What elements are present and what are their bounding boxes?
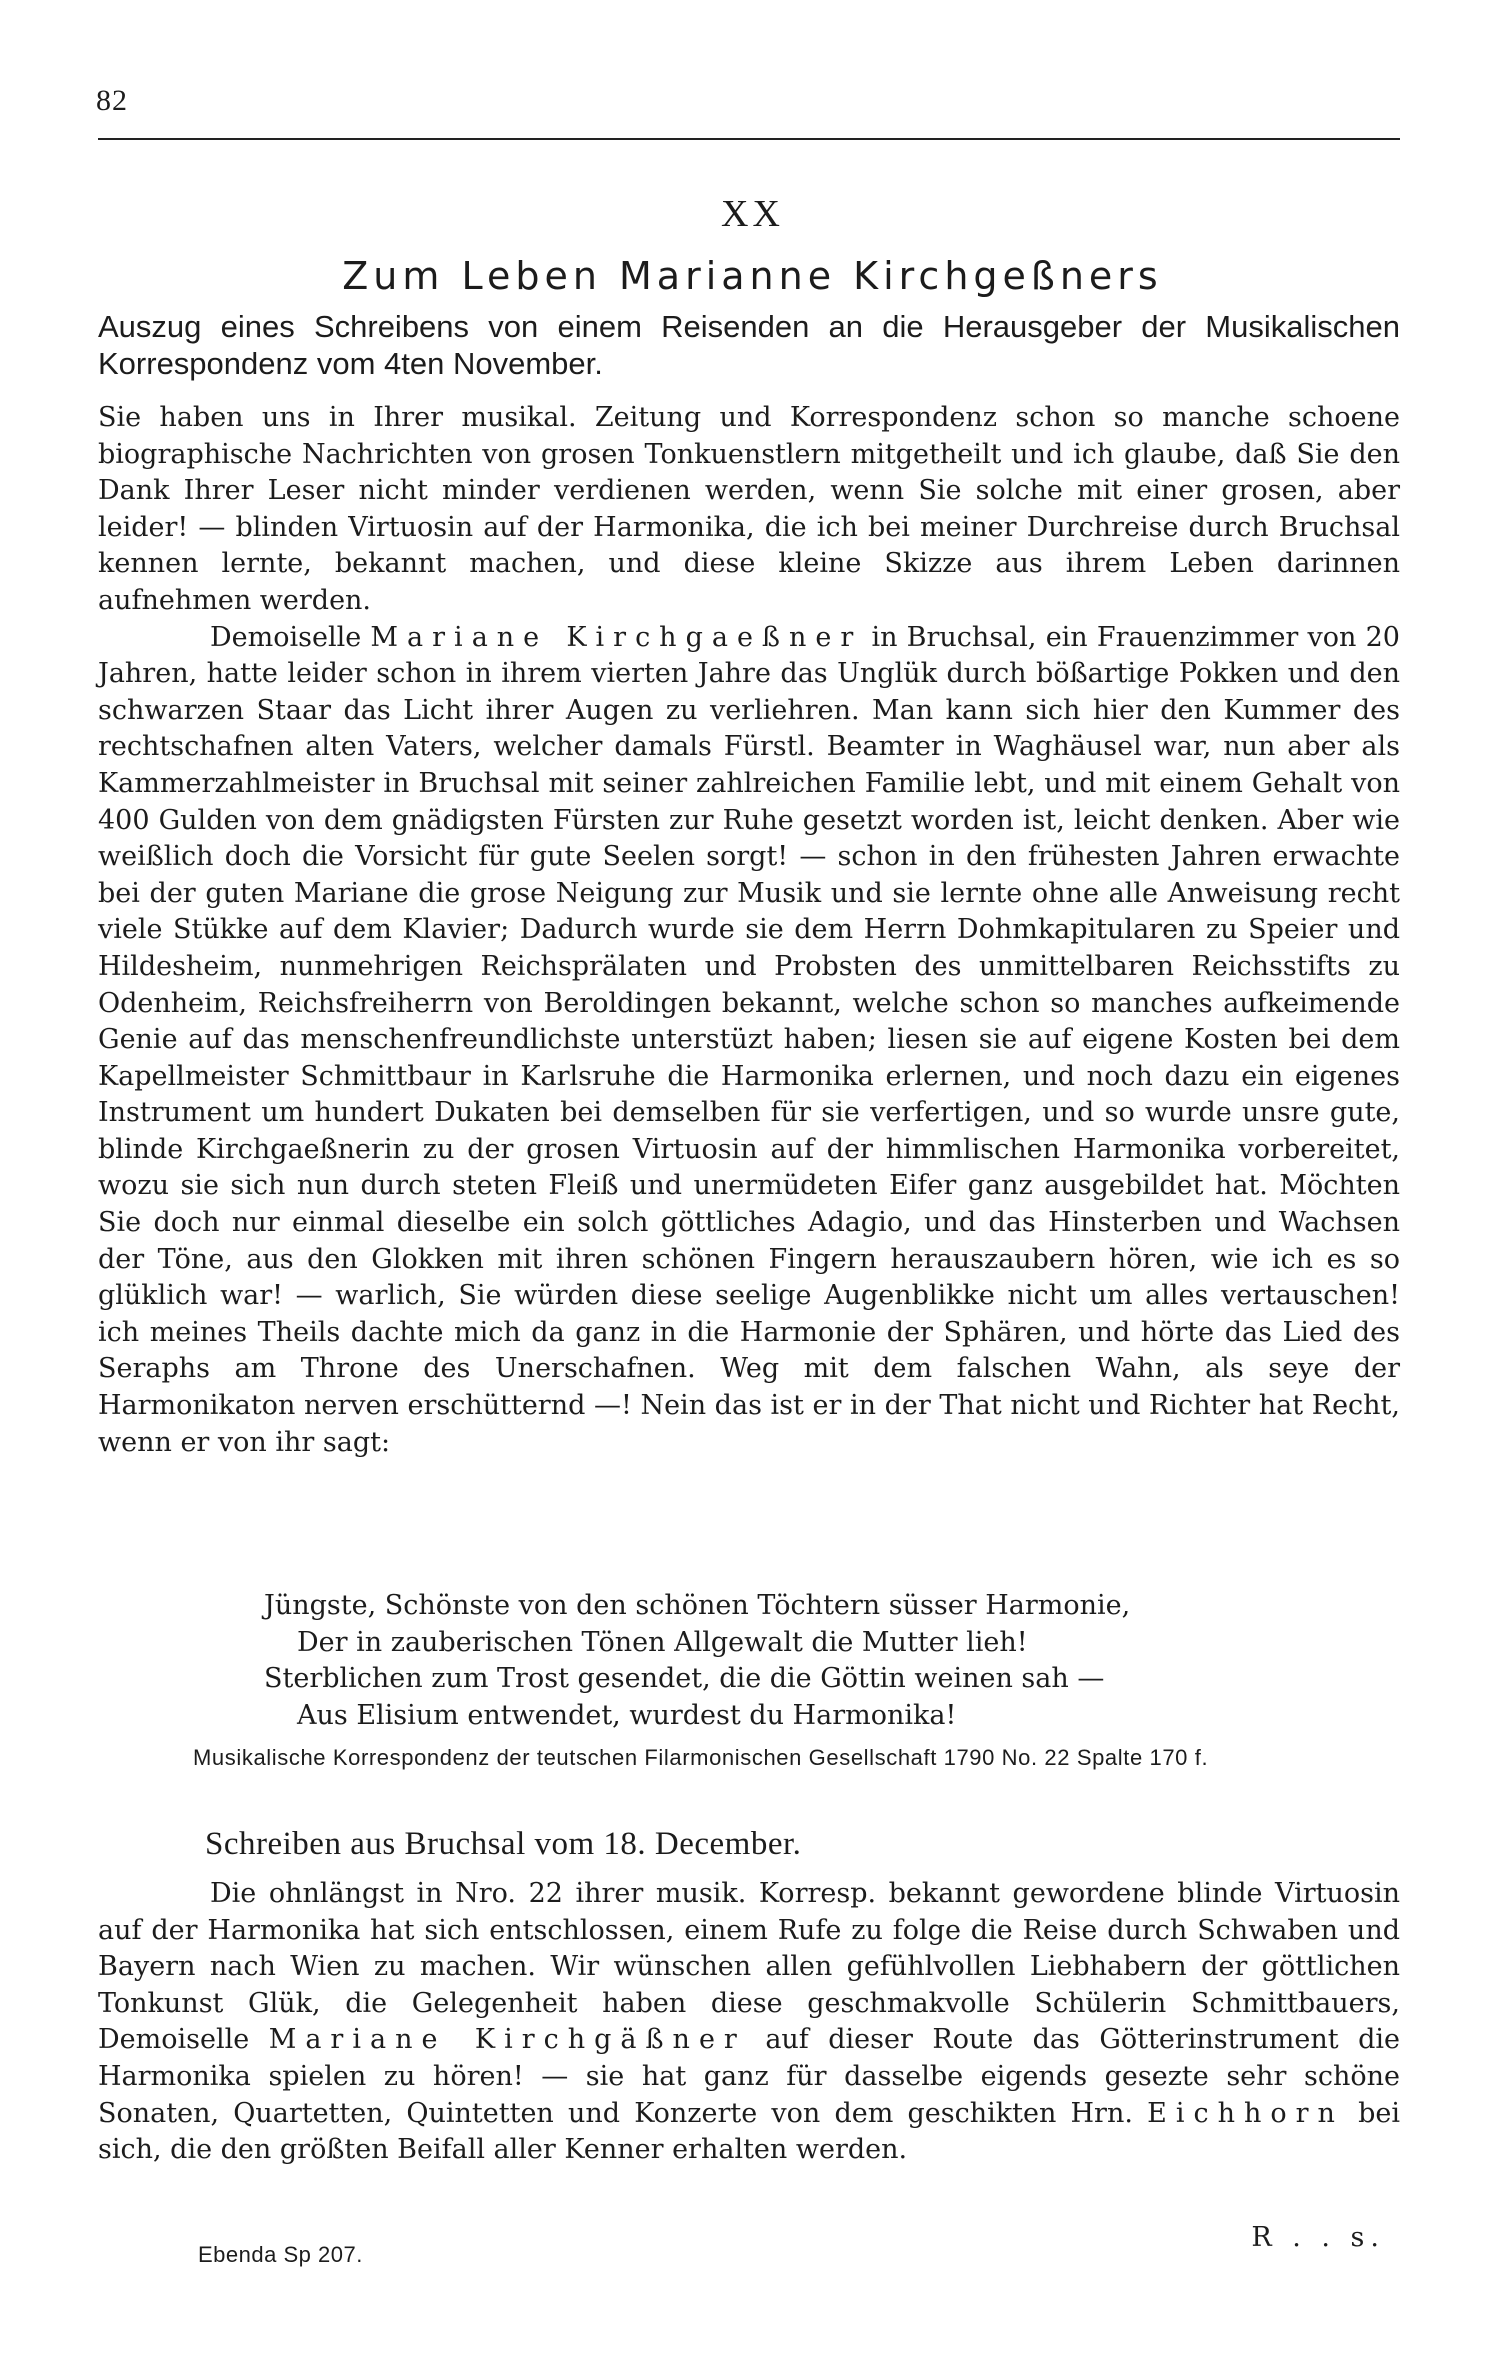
letter-one-salutation: Demoiselle (210, 621, 362, 653)
letter-two-composer: Eichhorn (1147, 2097, 1344, 2129)
letter-two-middle: auf dieser Route das Götterinstrument die Harmonika spielen zu hören! — sie hat ganz für dasselbe eigends gesezte sehr schöne Sonaten, Quartetten, Quintetten und Konzerte von dem geschikten Hrn. (98, 2024, 1400, 2129)
citation-one (98, 1744, 1400, 1771)
letter-two-closing: bei sich, die den größten Beifall aller Kenner erhalten werden. (98, 2097, 1400, 2166)
letter-one-intro: Sie haben uns in Ihrer musikal. Zeitung und Korrespondenz schon so manche schoene biographische Nachrichten von grosen Tonkuenstlern mitgetheilt und ich glaube, daß Sie den Dank Ihrer Leser nicht minder verdienen werden, wenn Sie solche mit einer grosen, aber leider! — blinden Virtuosin auf der Harmonika, die ich bei meiner Durchreise durch Bruchsal kennen lernte, bekannt machen, und diese kleine Skizze aus ihrem Leben darinnen aufnehmen werden. (98, 402, 1400, 616)
letter-one-name: Mariane Kirchgaeßner (370, 621, 863, 653)
section-two-title: Schreiben aus Bruchsal vom 18. December. (205, 1826, 802, 1862)
poem (264, 1588, 1130, 1734)
letter-two-paragraph (98, 1876, 1400, 2169)
citation-one-text: Musikalische Korrespondenz der teutschen Filarmonischen Gesellschaft 1790 No. 22 Spalte 170 f. (193, 1745, 1209, 1770)
poem-line: Aus Elisium entwendet, wurdest du Harmonika! (297, 1699, 957, 1731)
page-number: 82 (96, 84, 128, 117)
letter-two (98, 1876, 1400, 2169)
citation-two: Ebenda Sp 207. (198, 2242, 363, 2267)
poem-line: Der in zauberischen Tönen Allgewalt die Mutter lieh! (297, 1626, 1028, 1658)
header-rule (98, 138, 1400, 140)
signature: R . . s. (1251, 2222, 1385, 2253)
letter-two-intro: Die ohnlängst in Nro. 22 ihrer musik. Korresp. bekannt gewordene blinde Virtuosin auf der Harmonika hat sich entschlossen, einem Rufe zu folge die Reise durch Schwaben und Bayern nach Wien zu machen. Wir wünschen allen gefühlvollen Liebhabern der göttlichen Tonkunst Glük, die Gelegenheit haben diese geschmakvolle Schülerin Schmittbauers, Demoiselle (98, 1878, 1400, 2056)
letter-two-name: Mariane Kirchgäßner (268, 2024, 746, 2056)
poem-line: Jüngste, Schönste von den schönen Töchtern süsser Harmonie, (264, 1590, 1131, 1621)
poem-line: Sterblichen zum Trost gesendet, die die Göttin weinen sah — (264, 1663, 1105, 1695)
subtitle: Auszug eines Schreibens von einem Reisenden an die Herausgeber der Musikalischen Korrespondenz vom 4ten November. (98, 309, 1400, 381)
letter-one-body: in Bruchsal, ein Frauenzimmer von 20 Jahren, hatte leider schon in ihrem vierten Jahre das Unglük durch bößartige Pokken und den schwarzen Staar das Licht ihrer Augen zu verliehren. Man kann sich hier den Kummer des rechtschafnen alten Vaters, welcher damals Fürstl. Beamter in Waghäusel war, nun aber als Kammerzahlmeister in Bruchsal mit seiner zahlreichen Familie lebt, und mit einem Gehalt von 400 Gulden von dem gnädigsten Fürsten zur Ruhe gesetzt worden ist, leicht denken. Aber wie weißlich doch die Vorsicht für gute Seelen sorgt! — schon in den frühesten Jahren erwachte bei der guten Mariane die grose Neigung zur Musik und sie lernte ohne alle Anweisung recht viele Stükke auf dem Klavier; Dadurch wurde sie dem Herrn Dohmkapitularen zu Speier und Hildesheim, nunmehrigen Reichsprälaten und Probsten des unmittelbaren Reichsstifts zu Odenheim, Reichsfreiherrn von Beroldingen bekannt, welche schon so manches aufkeimende Genie auf das menschenfreundlichste unterstüzt haben; liesen sie auf eigene Kosten bei dem Kapellmeister Schmittbaur in Karlsruhe die Harmonika erlernen, und noch dazu ein eigenes Instrument um hundert Dukaten bei demselben für sie verfertigen, und so wurde unsre gute, blinde Kirchgaeßnerin zu der grosen Virtuosin auf der himmlischen Harmonika vorbereitet, wozu sie sich nun durch steten Fleiß und unermüdeten Eifer ganz ausgebildet hat. Möchten Sie doch nur einmal dieselbe ein solch göttliches Adagio, und das Hinsterben und Wachsen der Töne, aus den Glokken mit ihren schönen Fingern herauszaubern hören, wie ich es so glüklich war! — warlich, Sie würden diese seelige Augenblikke nicht um alles vertauschen! ich meines Theils dachte mich da ganz in die Harmonie der Sphären, und hörte das Lied des Seraphs am Throne des Unerschafnen. Weg mit dem falschen Wahn, als seye der Harmonikaton nerven erschütternd —! Nein das ist er in der That nicht und Richter hat Recht, wenn er von ihr sagt: (98, 621, 1400, 1458)
chapter-title: Zum Leben Marianne Kirchgeßners (342, 254, 1163, 298)
letter-one (98, 400, 1400, 1461)
chapter-number: XX (721, 193, 784, 235)
letter-one-paragraph-two (98, 620, 1400, 1462)
